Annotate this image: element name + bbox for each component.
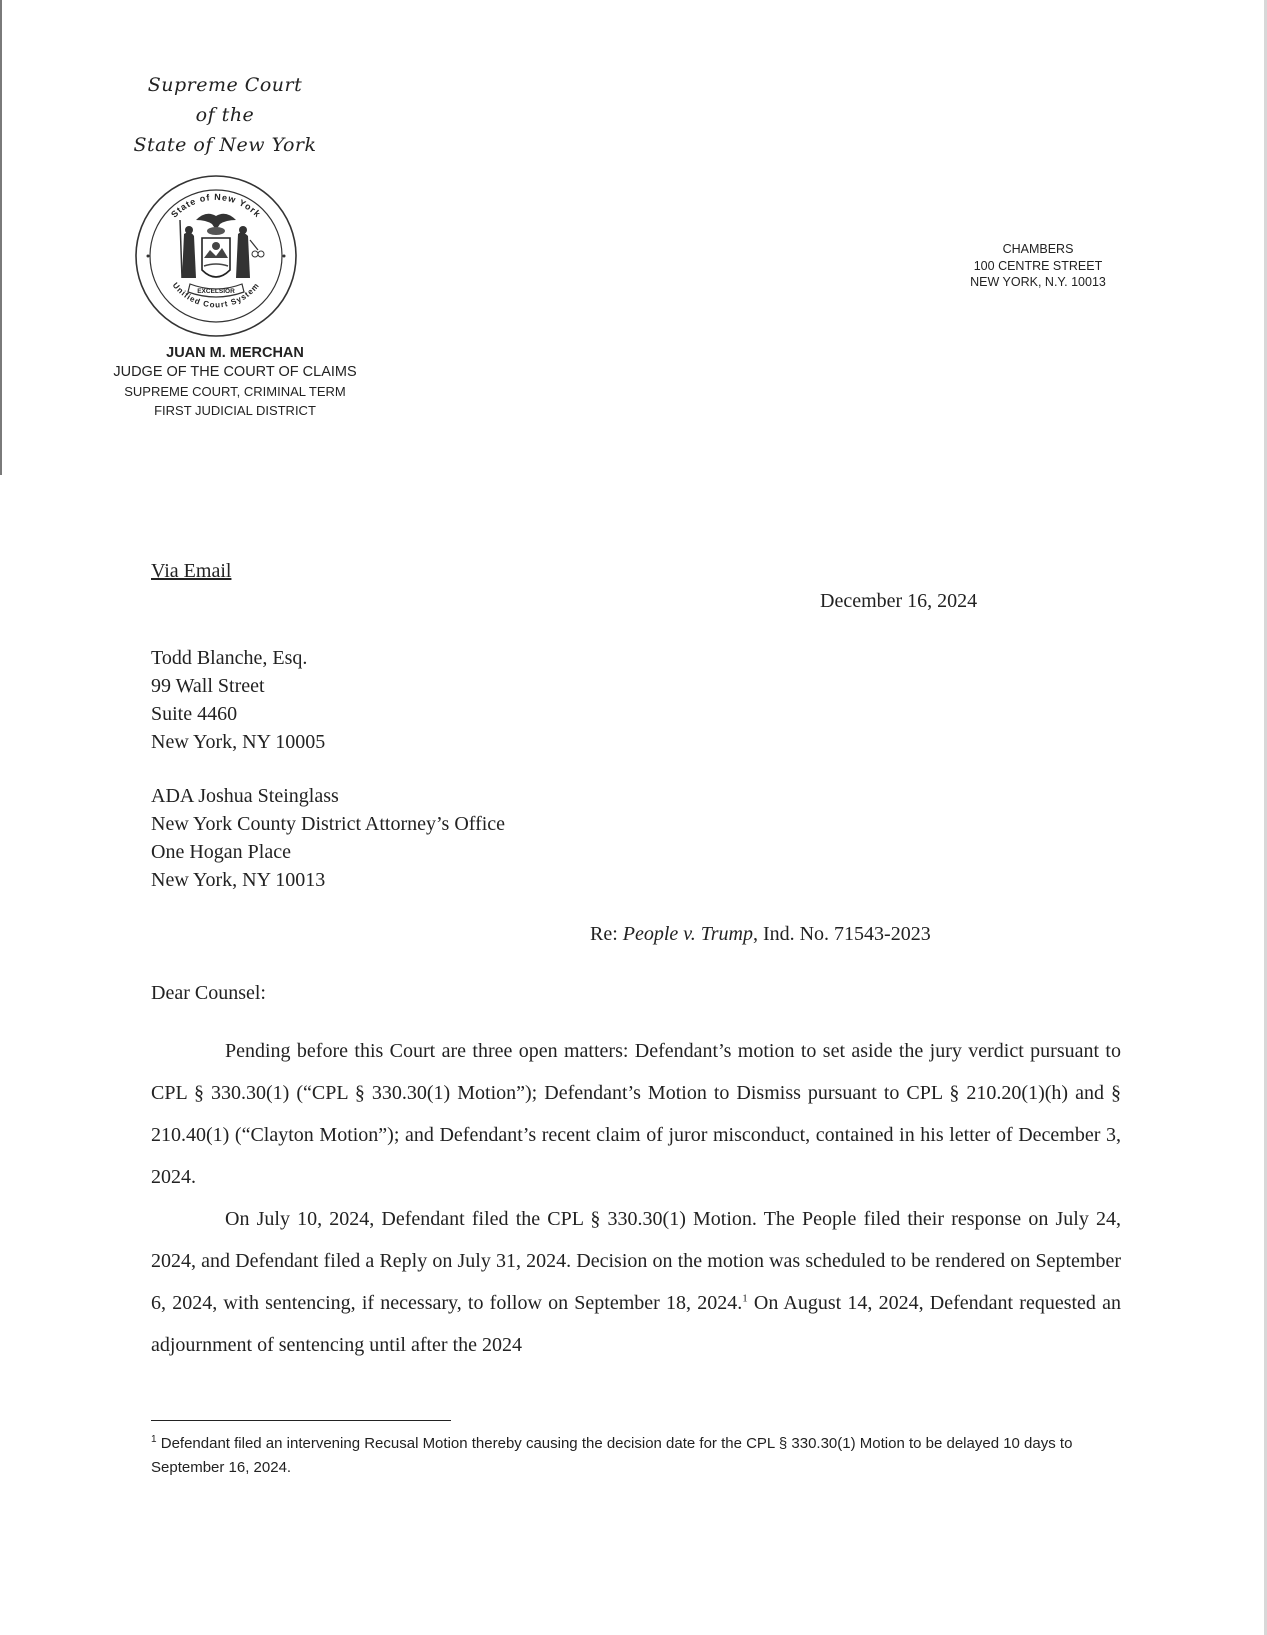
recipient1-name: Todd Blanche, Esq. xyxy=(151,647,308,669)
recipient1-suite: Suite 4460 xyxy=(151,703,238,725)
judge-name: JUAN M. MERCHAN xyxy=(166,345,304,361)
footnote-number: 1 xyxy=(151,1434,157,1445)
chambers-address xyxy=(918,241,1158,291)
footnote xyxy=(151,1432,1111,1480)
seal-motto: EXCELSIOR xyxy=(197,288,235,295)
body-paragraph-2 xyxy=(151,1198,1121,1366)
recipient2-name: ADA Joshua Steinglass xyxy=(151,785,339,807)
footnote-text: Defendant filed an intervening Recusal Motion thereby causing the decision date for the CPL § 330.30(1) Motion to be delayed 10 days to September 16, 2024. xyxy=(151,1435,1073,1476)
judge-block xyxy=(40,344,430,420)
judge-district: FIRST JUDICIAL DISTRICT xyxy=(154,403,316,418)
letter-date: December 16, 2024 xyxy=(820,590,978,612)
chambers-line3: NEW YORK, N.Y. 10013 xyxy=(970,275,1106,289)
court-letterhead xyxy=(60,70,390,160)
recipient1-street: 99 Wall Street xyxy=(151,675,265,697)
recipient1-city: New York, NY 10005 xyxy=(151,731,326,753)
court-name-line2: of the xyxy=(195,104,255,126)
body-paragraph-2-text-b: On August 14, 2024, Defendant requested an adjournment of sentencing until after the 2024 xyxy=(151,1292,1121,1356)
state-seal-icon xyxy=(130,170,302,342)
recipient2-office: New York County District Attorney’s Office xyxy=(151,813,506,835)
recipient-address-2 xyxy=(151,782,505,894)
page-edge-line xyxy=(0,0,2,475)
judge-court: SUPREME COURT, CRIMINAL TERM xyxy=(124,384,346,399)
chambers-line1: CHAMBERS xyxy=(1002,242,1074,256)
seal-bottom-text: Unified Court System xyxy=(170,280,262,310)
re-line xyxy=(590,920,931,948)
svg-text:State of New York xyxy=(169,192,263,220)
re-index-number: , Ind. No. 71543-2023 xyxy=(752,923,931,945)
footnote-divider xyxy=(151,1420,451,1421)
court-name xyxy=(60,70,390,160)
court-name-line1: Supreme Court xyxy=(147,74,303,96)
judge-title: JUDGE OF THE COURT OF CLAIMS xyxy=(113,364,357,380)
court-name-line3: State of New York xyxy=(133,134,317,156)
re-prefix: Re: xyxy=(590,923,623,945)
body-paragraph-1: Pending before this Court are three open matters: Defendant’s motion to set aside the jury verdict pursuant to CPL § 330.30(1) (“CPL § 330.30(1) Motion”); Defendant’s Motion to Dismiss pursuant to CPL § 210.20(1)(h) and § 210.40(1) (“Clayton Motion”); and Defendant’s recent claim of juror misconduct, contained in his letter of December 3, 2024. xyxy=(151,1040,1121,1188)
footnote-reference: 1 xyxy=(742,1292,748,1305)
recipient2-city: New York, NY 10013 xyxy=(151,869,326,891)
seal-top-text: State of New York xyxy=(169,191,263,220)
chambers-line2: 100 CENTRE STREET xyxy=(973,258,1103,273)
re-case-name: People v. Trump xyxy=(622,923,753,945)
recipient2-street: One Hogan Place xyxy=(151,841,291,863)
body-paragraph-2-text-a: On July 10, 2024, Defendant filed the CPL § 330.30(1) Motion. The People filed their response on July 24, 2024, and Defendant filed a Reply on July 31, 2024. Decision on the motion was scheduled to be rendered on September 6, 2024, with sentencing, if necessary, to follow on September 18, 2024. xyxy=(151,1208,1121,1314)
delivery-method: Via Email xyxy=(151,560,232,582)
salutation: Dear Counsel: xyxy=(151,982,266,1004)
recipient-address-1 xyxy=(151,644,325,756)
